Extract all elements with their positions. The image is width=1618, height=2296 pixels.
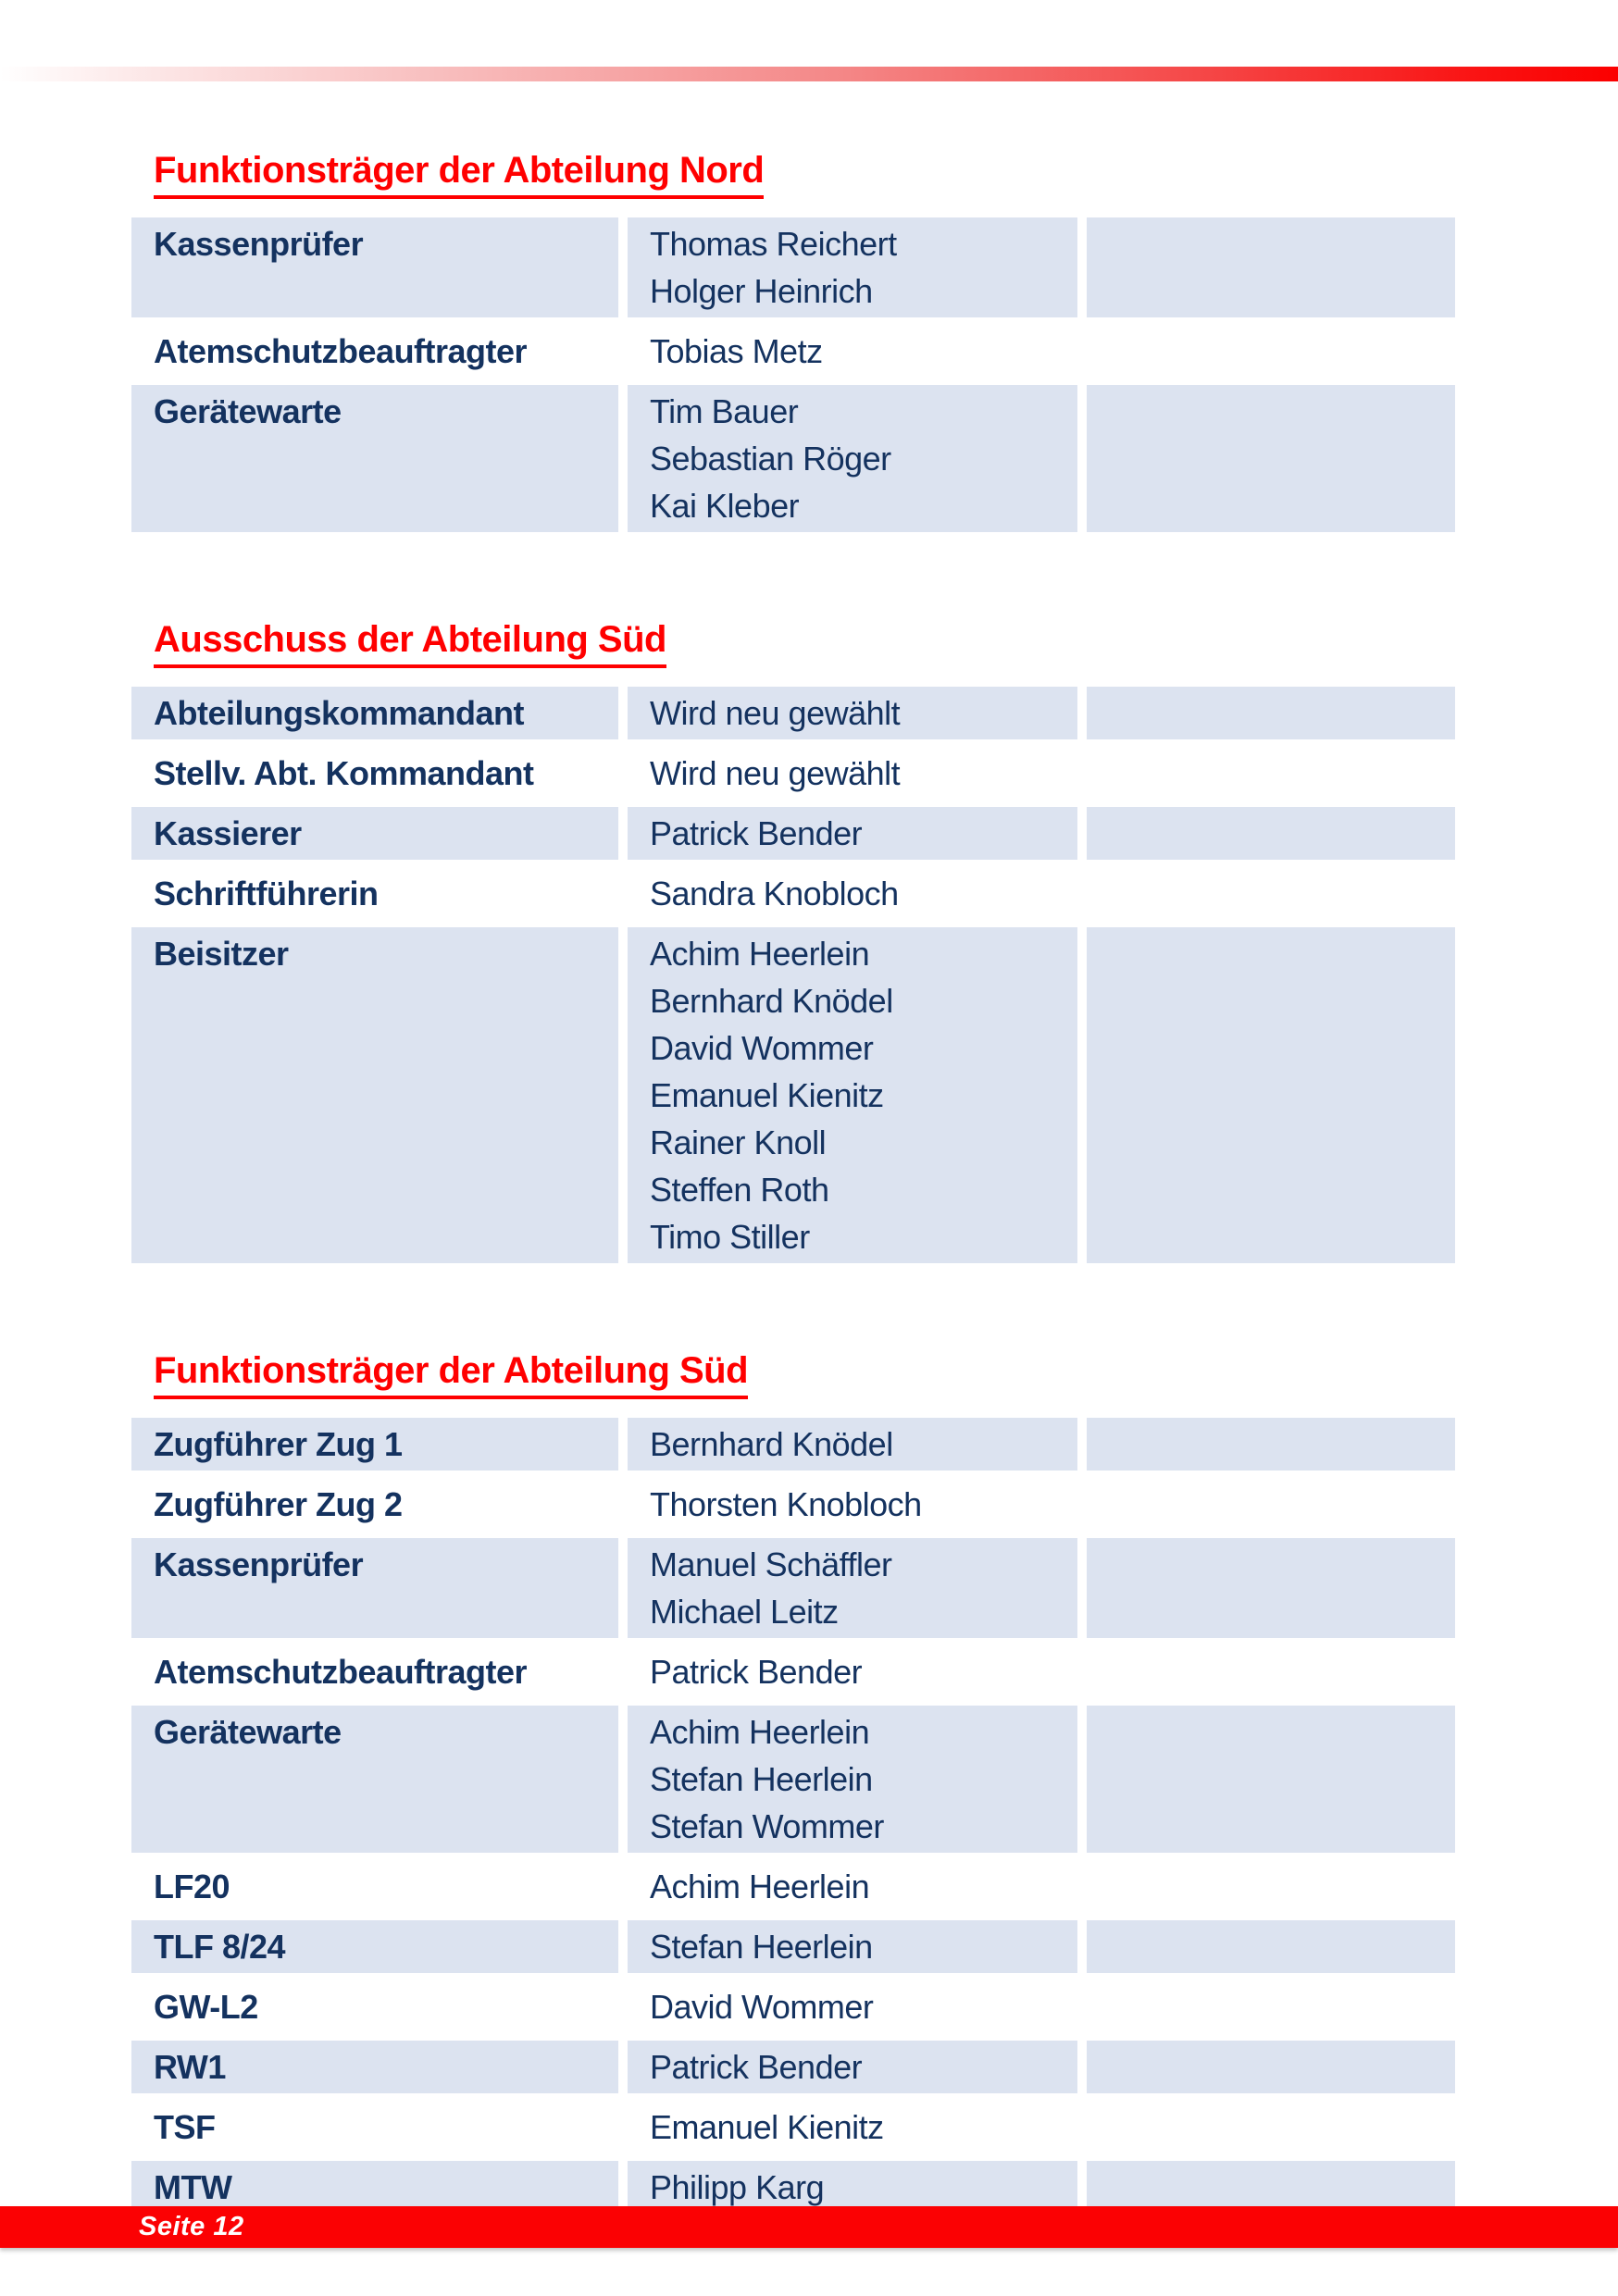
person-name: Sebastian Röger — [650, 440, 891, 478]
names-cell — [628, 867, 1077, 920]
empty-cell — [1087, 1706, 1455, 1853]
empty-cell — [1087, 325, 1455, 378]
person-name: Patrick Bender — [650, 1653, 863, 1691]
role-cell: Kassierer — [131, 807, 618, 860]
person-name: Tobias Metz — [650, 332, 823, 370]
role-cell: GW-L2 — [154, 1988, 258, 2026]
top-gradient-bar — [0, 67, 1618, 81]
names-cell — [628, 385, 1077, 532]
empty-cell — [1087, 747, 1455, 800]
names-cell — [628, 1860, 1077, 1913]
names-cell — [628, 687, 1077, 739]
person-name: Steffen Roth — [650, 1171, 829, 1209]
empty-cell — [1087, 687, 1455, 739]
names-cell — [628, 2041, 1077, 2093]
person-name: Patrick Bender — [650, 2048, 863, 2086]
role-cell: TSF — [154, 2108, 216, 2146]
person-name: Kai Kleber — [650, 487, 800, 525]
empty-cell — [1087, 1645, 1455, 1698]
role-cell: Atemschutzbeauftragter — [154, 332, 528, 370]
names-cell — [628, 807, 1077, 860]
page-content — [131, 81, 1457, 2214]
person-name: Thorsten Knobloch — [650, 1485, 922, 1523]
empty-cell — [1087, 2101, 1455, 2153]
names-cell — [628, 927, 1077, 1263]
role-cell: Zugführer Zug 2 — [154, 1485, 403, 1523]
section-title: Ausschuss der Abteilung Süd — [154, 617, 666, 668]
person-name: Holger Heinrich — [650, 272, 873, 310]
names-cell — [628, 747, 1077, 800]
person-name: Patrick Bender — [650, 814, 863, 852]
empty-cell — [1087, 385, 1455, 532]
person-name: Achim Heerlein — [650, 1868, 870, 1905]
person-name: Michael Leitz — [650, 1593, 839, 1631]
person-name: Stefan Wommer — [650, 1807, 884, 1845]
section-title: Funktionsträger der Abteilung Nord — [154, 148, 764, 199]
person-name: Timo Stiller — [650, 1218, 810, 1256]
section — [131, 532, 1457, 1263]
names-cell — [628, 1920, 1077, 1973]
empty-cell — [1087, 1418, 1455, 1471]
role-cell: RW1 — [131, 2041, 618, 2093]
person-name: Stefan Heerlein — [650, 1760, 873, 1798]
person-name: Achim Heerlein — [650, 1713, 870, 1751]
empty-cell — [1087, 2041, 1455, 2093]
page-number-label: Seite 12 — [139, 2212, 244, 2241]
names-cell — [628, 1706, 1077, 1853]
person-name: Rainer Knoll — [650, 1123, 827, 1161]
names-cell — [628, 1538, 1077, 1638]
role-cell: Gerätewarte — [131, 385, 618, 532]
empty-cell — [1087, 217, 1455, 317]
names-cell — [628, 1418, 1077, 1471]
person-name: Achim Heerlein — [650, 935, 870, 973]
roster-table — [131, 687, 1457, 1263]
names-cell — [628, 325, 1077, 378]
names-cell — [628, 2101, 1077, 2153]
role-cell: Kassenprüfer — [131, 217, 618, 317]
role-cell: Kassenprüfer — [131, 1538, 618, 1638]
role-cell: MTW — [131, 2161, 618, 2214]
section — [131, 1263, 1457, 2214]
role-cell: Atemschutzbeauftragter — [154, 1653, 528, 1691]
role-cell: TLF 8/24 — [131, 1920, 618, 1973]
empty-cell — [1087, 1920, 1455, 1973]
person-name: Thomas Reichert — [650, 225, 897, 263]
role-cell: Zugführer Zug 1 — [131, 1418, 618, 1471]
empty-cell — [1087, 1478, 1455, 1531]
role-cell: Schriftführerin — [154, 875, 379, 912]
person-name: Wird neu gewählt — [650, 694, 901, 732]
person-name: Stefan Heerlein — [650, 1928, 873, 1966]
names-cell — [628, 1980, 1077, 2033]
names-cell — [628, 217, 1077, 317]
names-cell — [628, 1478, 1077, 1531]
person-name: Tim Bauer — [650, 392, 799, 430]
roster-table — [131, 217, 1457, 532]
person-name: Bernhard Knödel — [650, 982, 893, 1020]
footer-bar — [0, 2206, 1618, 2248]
empty-cell — [1087, 927, 1455, 1263]
role-cell: Beisitzer — [131, 927, 618, 1263]
empty-cell — [1087, 867, 1455, 920]
role-cell: Stellv. Abt. Kommandant — [154, 754, 534, 792]
role-cell: LF20 — [154, 1868, 230, 1905]
person-name: David Wommer — [650, 1988, 874, 2026]
empty-cell — [1087, 1538, 1455, 1638]
section — [131, 81, 1457, 532]
person-name: David Wommer — [650, 1029, 874, 1067]
person-name: Emanuel Kienitz — [650, 2108, 884, 2146]
person-name: Bernhard Knödel — [650, 1425, 893, 1463]
person-name: Emanuel Kienitz — [650, 1076, 884, 1114]
person-name: Manuel Schäffler — [650, 1545, 892, 1583]
role-cell: Abteilungskommandant — [131, 687, 618, 739]
role-cell: Gerätewarte — [131, 1706, 618, 1853]
empty-cell — [1087, 807, 1455, 860]
person-name: Philipp Karg — [650, 2168, 825, 2206]
person-name: Wird neu gewählt — [650, 754, 901, 792]
empty-cell — [1087, 1860, 1455, 1913]
empty-cell — [1087, 1980, 1455, 2033]
person-name: Sandra Knobloch — [650, 875, 899, 912]
section-title: Funktionsträger der Abteilung Süd — [154, 1348, 748, 1399]
names-cell — [628, 1645, 1077, 1698]
roster-table — [131, 1418, 1457, 2214]
